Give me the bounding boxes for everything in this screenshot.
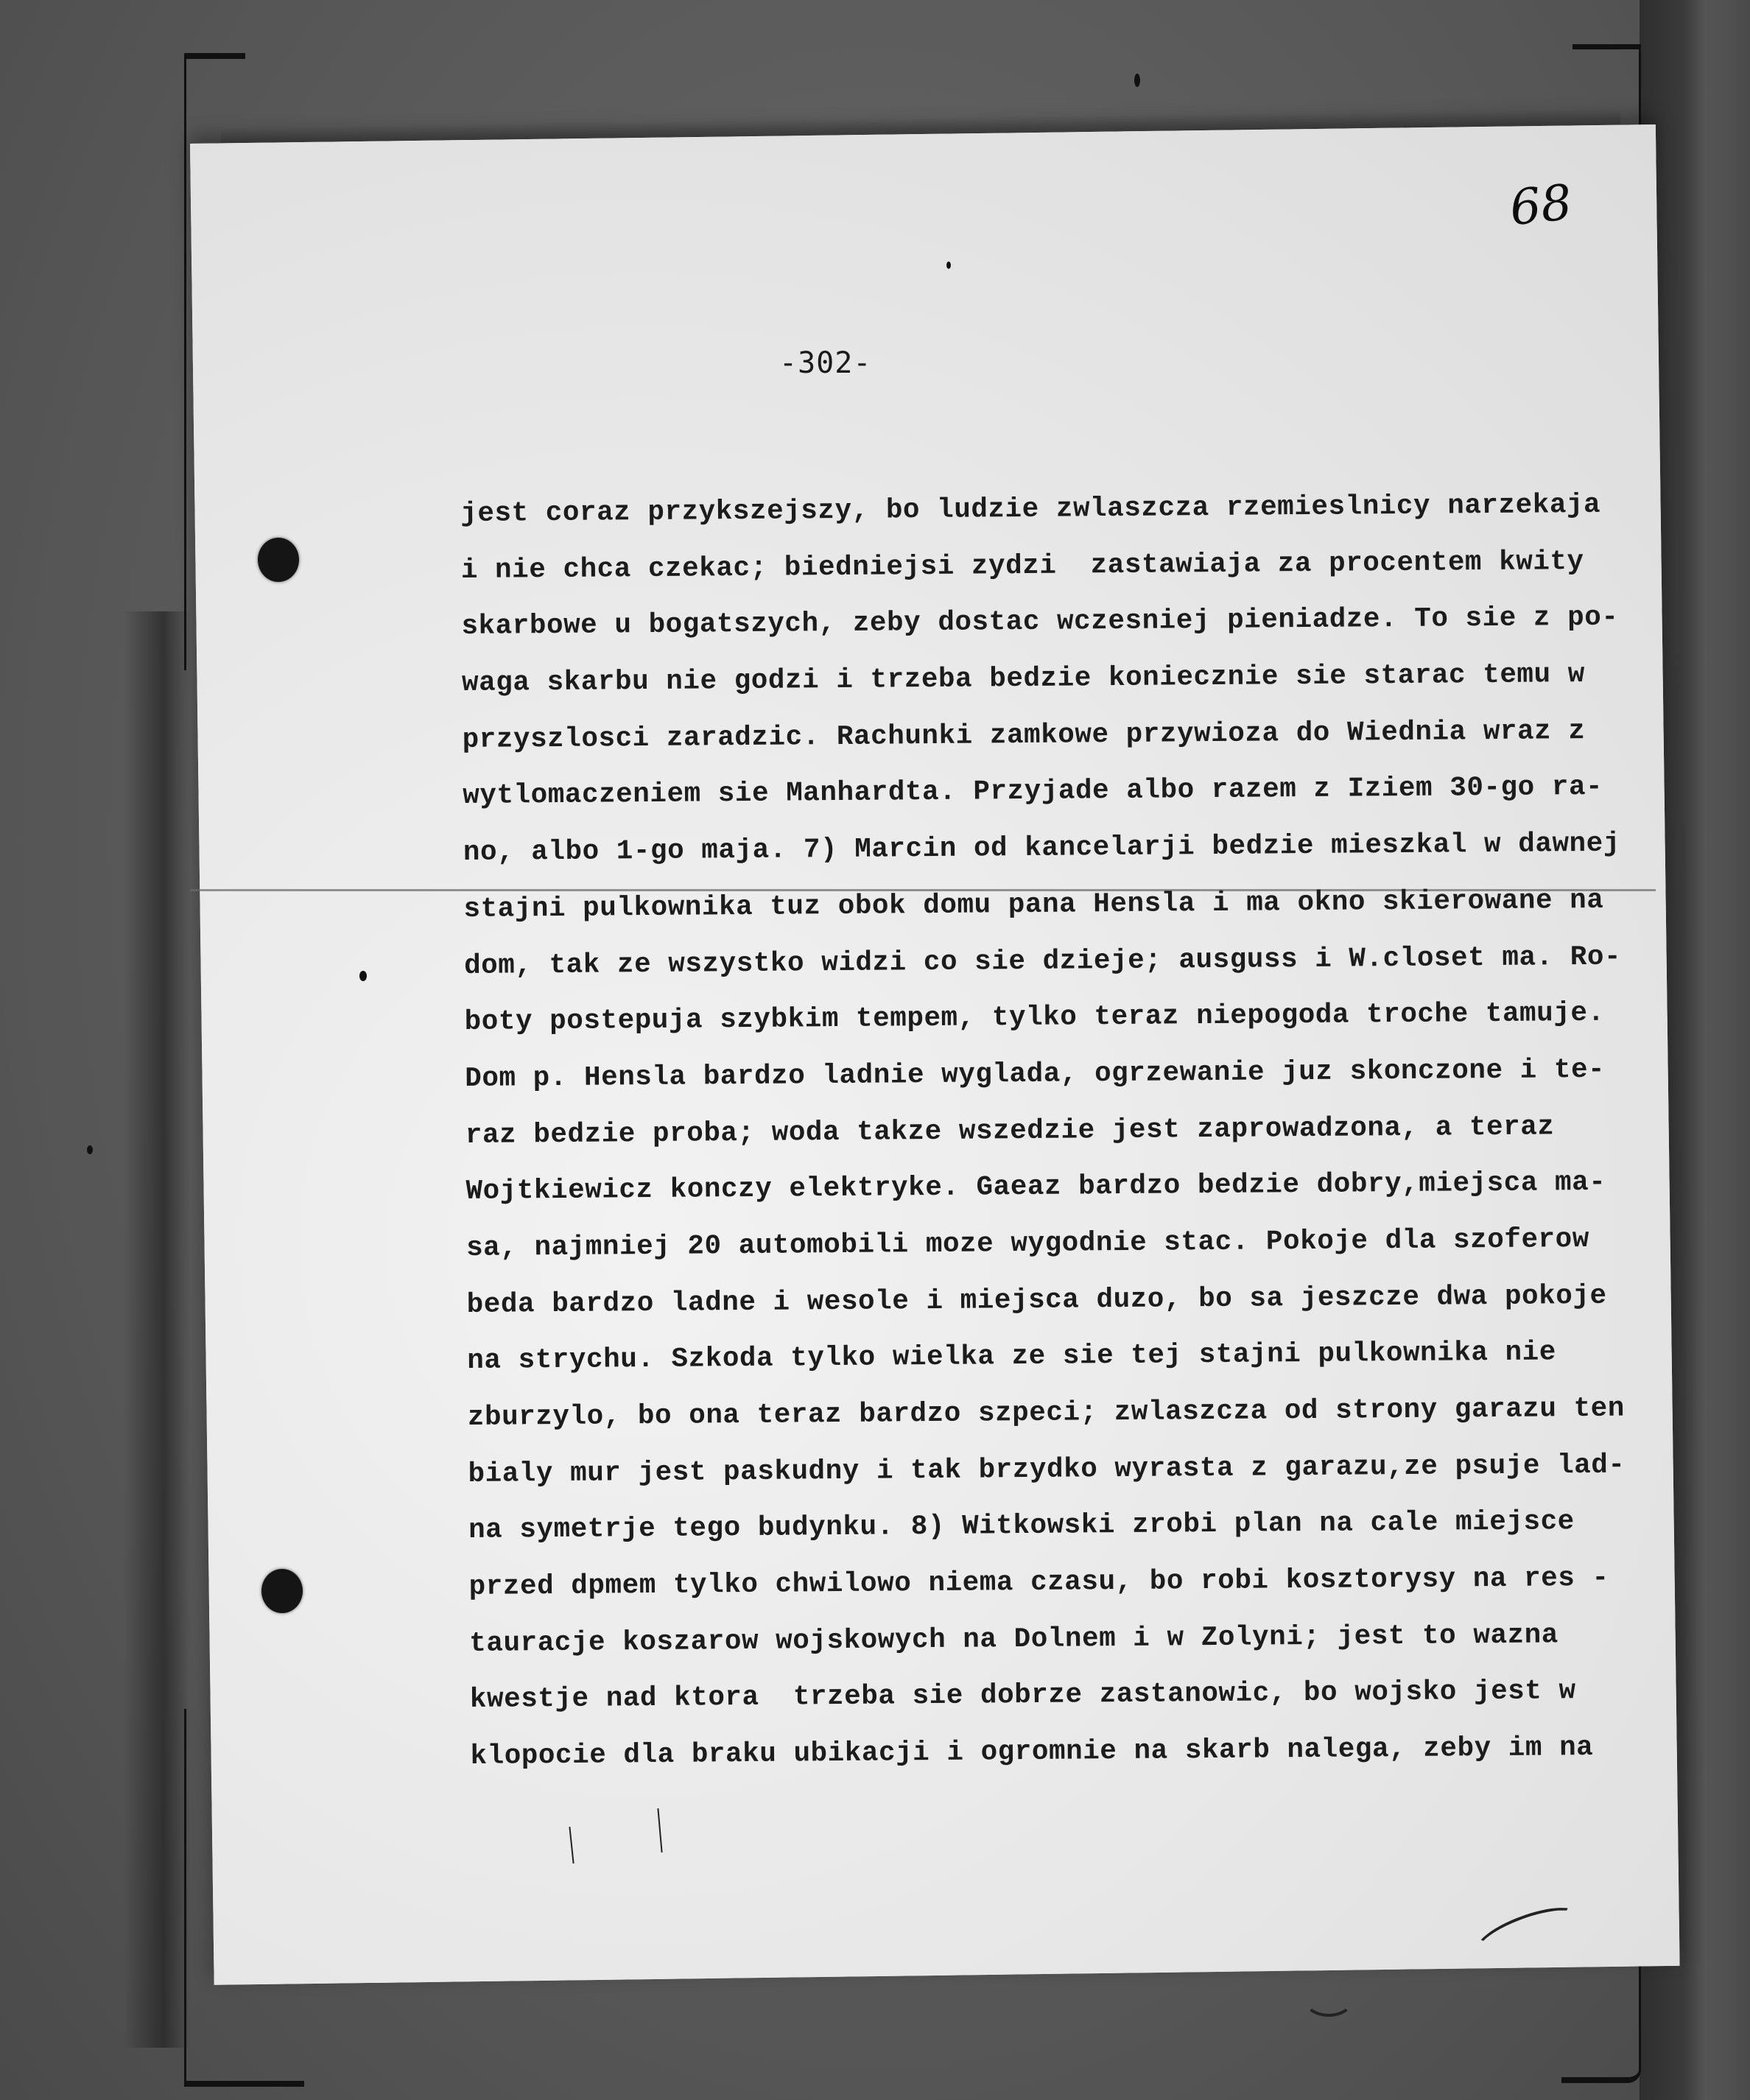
pencil-mark: [1304, 1981, 1354, 2017]
text-line: boty postepuja szybkim tempem, tylko teraz niepogoda troche tamuje.: [464, 998, 1605, 1039]
text-line: Wojtkiewicz konczy elektryke. Gaeaz bardzo bedzie dobry,miejsca ma-: [465, 1167, 1606, 1208]
text-line: przed dpmem tylko chwilowo niema czasu, bo robi kosztorysy na res -: [468, 1562, 1609, 1604]
ink-speck: [946, 261, 951, 269]
punch-hole-icon: [261, 1569, 303, 1613]
text-line: no, albo 1-go maja. 7) Marcin od kancelarji bedzie mieszkal w dawnej: [463, 828, 1621, 869]
typed-body-text: [460, 477, 1679, 1785]
text-line: dom, tak ze wszystko widzi co sie dzieje; ausguss i W.closet ma. Ro-: [463, 941, 1622, 982]
text-line: jest coraz przykszejszy, bo ludzie zwlaszcza rzemieslnicy narzekaja: [460, 489, 1601, 530]
text-line: i nie chca czekac; biedniejsi zydzi zastawiaja za procentem kwity: [460, 546, 1584, 586]
text-line: na strychu. Szkoda tylko wielka ze sie tej stajni pulkownika nie: [467, 1337, 1557, 1377]
punch-hole-icon: [258, 538, 299, 582]
page-number: -302-: [779, 346, 872, 380]
ink-speck: [1134, 74, 1140, 87]
text-line: klopocie dla braku ubikacji i ogromnie na skarb nalega, zeby im na: [470, 1732, 1594, 1773]
text-line: sa, najmniej 20 automobili moze wygodnie stac. Pokoje dla szoferow: [465, 1223, 1590, 1264]
text-line: na symetrje tego budynku. 8) Witkowski zrobi plan na cale miejsce: [468, 1506, 1575, 1547]
page-edge-shadow: [124, 611, 190, 2048]
ink-speck: [87, 1145, 93, 1154]
text-line: przyszlosci zaradzic. Rachunki zamkowe przywioza do Wiednia wraz z: [462, 715, 1586, 756]
ink-speck: [359, 971, 367, 981]
text-line: bialy mur jest paskudny i tak brzydko wyrasta z garazu,ze psuje lad-: [468, 1450, 1626, 1490]
text-line: raz bedzie proba; woda takze wszedzie jest zaprowadzona, a teraz: [465, 1111, 1555, 1151]
text-line: wytlomaczeniem sie Manhardta. Przyjade albo razem z Iziem 30-go ra-: [463, 772, 1603, 812]
text-line: zburzylo, bo ona teraz bardzo szpeci; zwlaszcza od strony garazu ten: [467, 1393, 1626, 1433]
text-line: tauracje koszarow wojskowych na Dolnem i w Zolyni; jest to wazna: [469, 1620, 1559, 1660]
text-line: waga skarbu nie godzi i trzeba bedzie koniecznie sie starac temu w: [461, 659, 1586, 700]
text-line: Dom p. Hensla bardzo ladnie wyglada, ogrzewanie juz skonczone i te-: [465, 1054, 1606, 1095]
folio-number: 68: [1507, 173, 1575, 237]
text-line: kwestje nad ktora trzeba sie dobrze zastanowic, bo wojsko jest w: [469, 1676, 1576, 1716]
text-line: stajni pulkownika tuz obok domu pana Hensla i ma okno skierowane na: [463, 885, 1604, 925]
text-line: beda bardzo ladne i wesole i miejsca duzo, bo sa jeszcze dwa pokoje: [466, 1280, 1607, 1321]
text-line: skarbowe u bogatszych, zeby dostac wczesniej pieniadze. To sie z po-: [461, 603, 1619, 643]
